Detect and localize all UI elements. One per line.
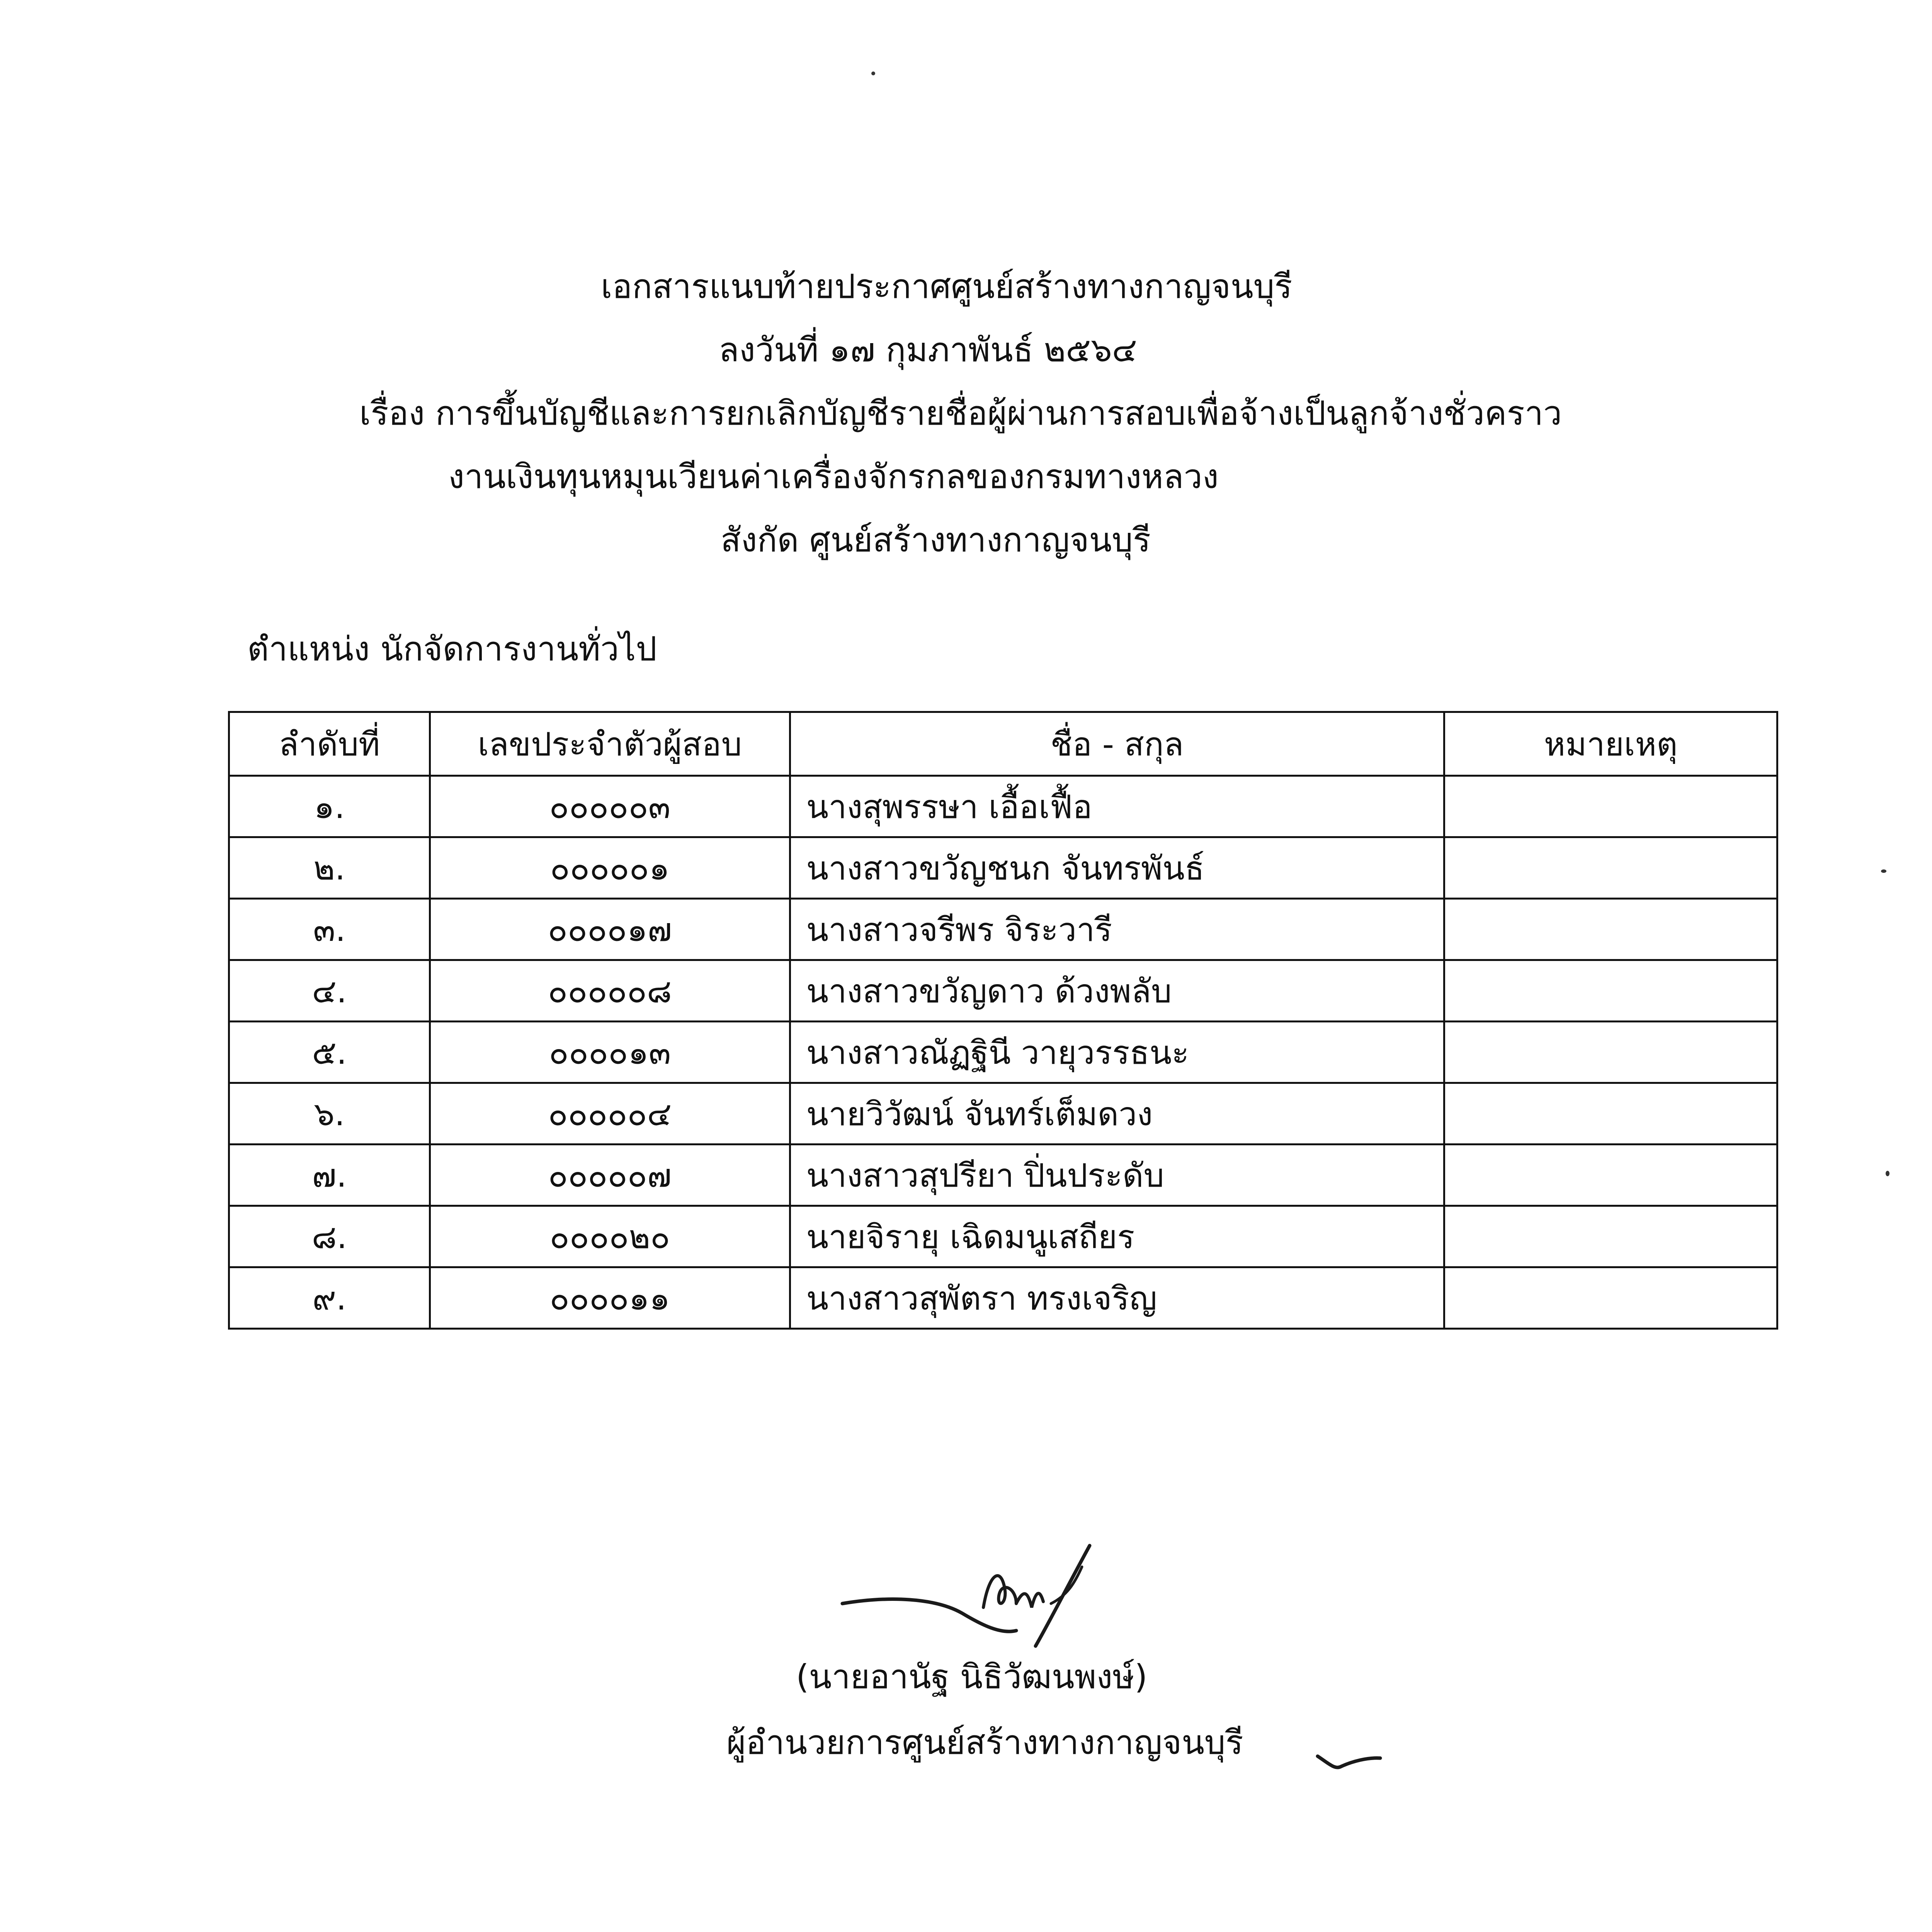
table-row — [229, 960, 1777, 1022]
cell-order: ๓. — [229, 899, 430, 960]
cell-note — [1444, 776, 1777, 837]
table-row — [229, 899, 1777, 960]
cell-exam-id: ๐๐๐๐๑๑ — [430, 1267, 790, 1329]
cell-note — [1444, 1267, 1777, 1329]
cell-exam-id: ๐๐๐๐๐๔ — [430, 1083, 790, 1145]
table-row — [229, 1083, 1777, 1145]
cell-note — [1444, 1145, 1777, 1206]
header-subject: เรื่อง การขึ้นบัญชีและการยกเลิกบัญชีรายชื่อผู้ผ่านการสอบเพื่อจ้างเป็นลูกจ้างชั่วคราว — [359, 394, 1562, 433]
table-row — [229, 776, 1777, 837]
position-label: ตำแหน่ง นักจัดการงานทั่วไป — [247, 630, 657, 668]
cell-name: นางสาวสุปรียา ปิ่นประดับ — [790, 1145, 1444, 1206]
cell-name: นางสาวณัฏฐินี วายุวรรธนะ — [790, 1022, 1444, 1083]
column-header-order: ลำดับที่ — [229, 712, 430, 776]
table-header-row — [229, 712, 1777, 776]
cell-exam-id: ๐๐๐๐๐๓ — [430, 776, 790, 837]
cell-name: นายวิวัฒน์ จันทร์เต็มดวง — [790, 1083, 1444, 1145]
scan-speck — [871, 71, 875, 75]
header-date: ลงวันที่ ๑๗ กุมภาพันธ์ ๒๕๖๔ — [719, 331, 1137, 369]
header-affiliation: สังกัด ศูนย์สร้างทางกาญจนบุรี — [721, 521, 1151, 560]
cell-name: นายจิรายุ เฉิดมนูเสถียร — [790, 1206, 1444, 1267]
cell-name: นางสุพรรษา เอื้อเฟื้อ — [790, 776, 1444, 837]
results-table — [228, 711, 1778, 1330]
cell-order: ๘. — [229, 1206, 430, 1267]
table-row — [229, 1145, 1777, 1206]
cell-order: ๖. — [229, 1083, 430, 1145]
cell-order: ๗. — [229, 1145, 430, 1206]
signer-name: (นายอานัฐ นิธิวัฒนพงษ์) — [796, 1658, 1148, 1696]
cell-note — [1444, 960, 1777, 1022]
table-row — [229, 1022, 1777, 1083]
table-row — [229, 1206, 1777, 1267]
cell-note — [1444, 1083, 1777, 1145]
cell-note — [1444, 837, 1777, 899]
cell-exam-id: ๐๐๐๐๑๓ — [430, 1022, 790, 1083]
cell-order: ๕. — [229, 1022, 430, 1083]
cell-name: นางสาวขวัญชนก จันทรพันธ์ — [790, 837, 1444, 899]
cell-order: ๔. — [229, 960, 430, 1022]
cell-exam-id: ๐๐๐๐๐๗ — [430, 1145, 790, 1206]
header-fund: งานเงินทุนหมุนเวียนค่าเครื่องจักรกลของกรมทางหลวง — [448, 457, 1219, 496]
cell-note — [1444, 1206, 1777, 1267]
cell-exam-id: ๐๐๐๐๑๗ — [430, 899, 790, 960]
column-header-exam-id: เลขประจำตัวผู้สอบ — [430, 712, 790, 776]
cell-order: ๑. — [229, 776, 430, 837]
handwritten-signature — [835, 1530, 1105, 1669]
cell-exam-id: ๐๐๐๐๒๐ — [430, 1206, 790, 1267]
cell-exam-id: ๐๐๐๐๐๑ — [430, 837, 790, 899]
cell-name: นางสาวขวัญดาว ด้วงพลับ — [790, 960, 1444, 1022]
cell-exam-id: ๐๐๐๐๐๘ — [430, 960, 790, 1022]
cell-name: นางสาวจรีพร จิระวารี — [790, 899, 1444, 960]
cell-note — [1444, 899, 1777, 960]
header-title: เอกสารแนบท้ายประกาศศูนย์สร้างทางกาญจนบุรี — [601, 267, 1293, 306]
column-header-note: หมายเหตุ — [1444, 712, 1777, 776]
scan-speck — [1881, 869, 1886, 873]
cell-order: ๙. — [229, 1267, 430, 1329]
column-header-name: ชื่อ - สกุล — [790, 712, 1444, 776]
cell-order: ๒. — [229, 837, 430, 899]
table-row — [229, 1267, 1777, 1329]
cell-name: นางสาวสุพัตรา ทรงเจริญ — [790, 1267, 1444, 1329]
signer-title: ผู้อำนวยการศูนย์สร้างทางกาญจนบุรี — [726, 1723, 1243, 1762]
cell-note — [1444, 1022, 1777, 1083]
scan-speck — [1886, 1171, 1889, 1176]
table-row — [229, 837, 1777, 899]
handwritten-initial — [1314, 1743, 1383, 1774]
